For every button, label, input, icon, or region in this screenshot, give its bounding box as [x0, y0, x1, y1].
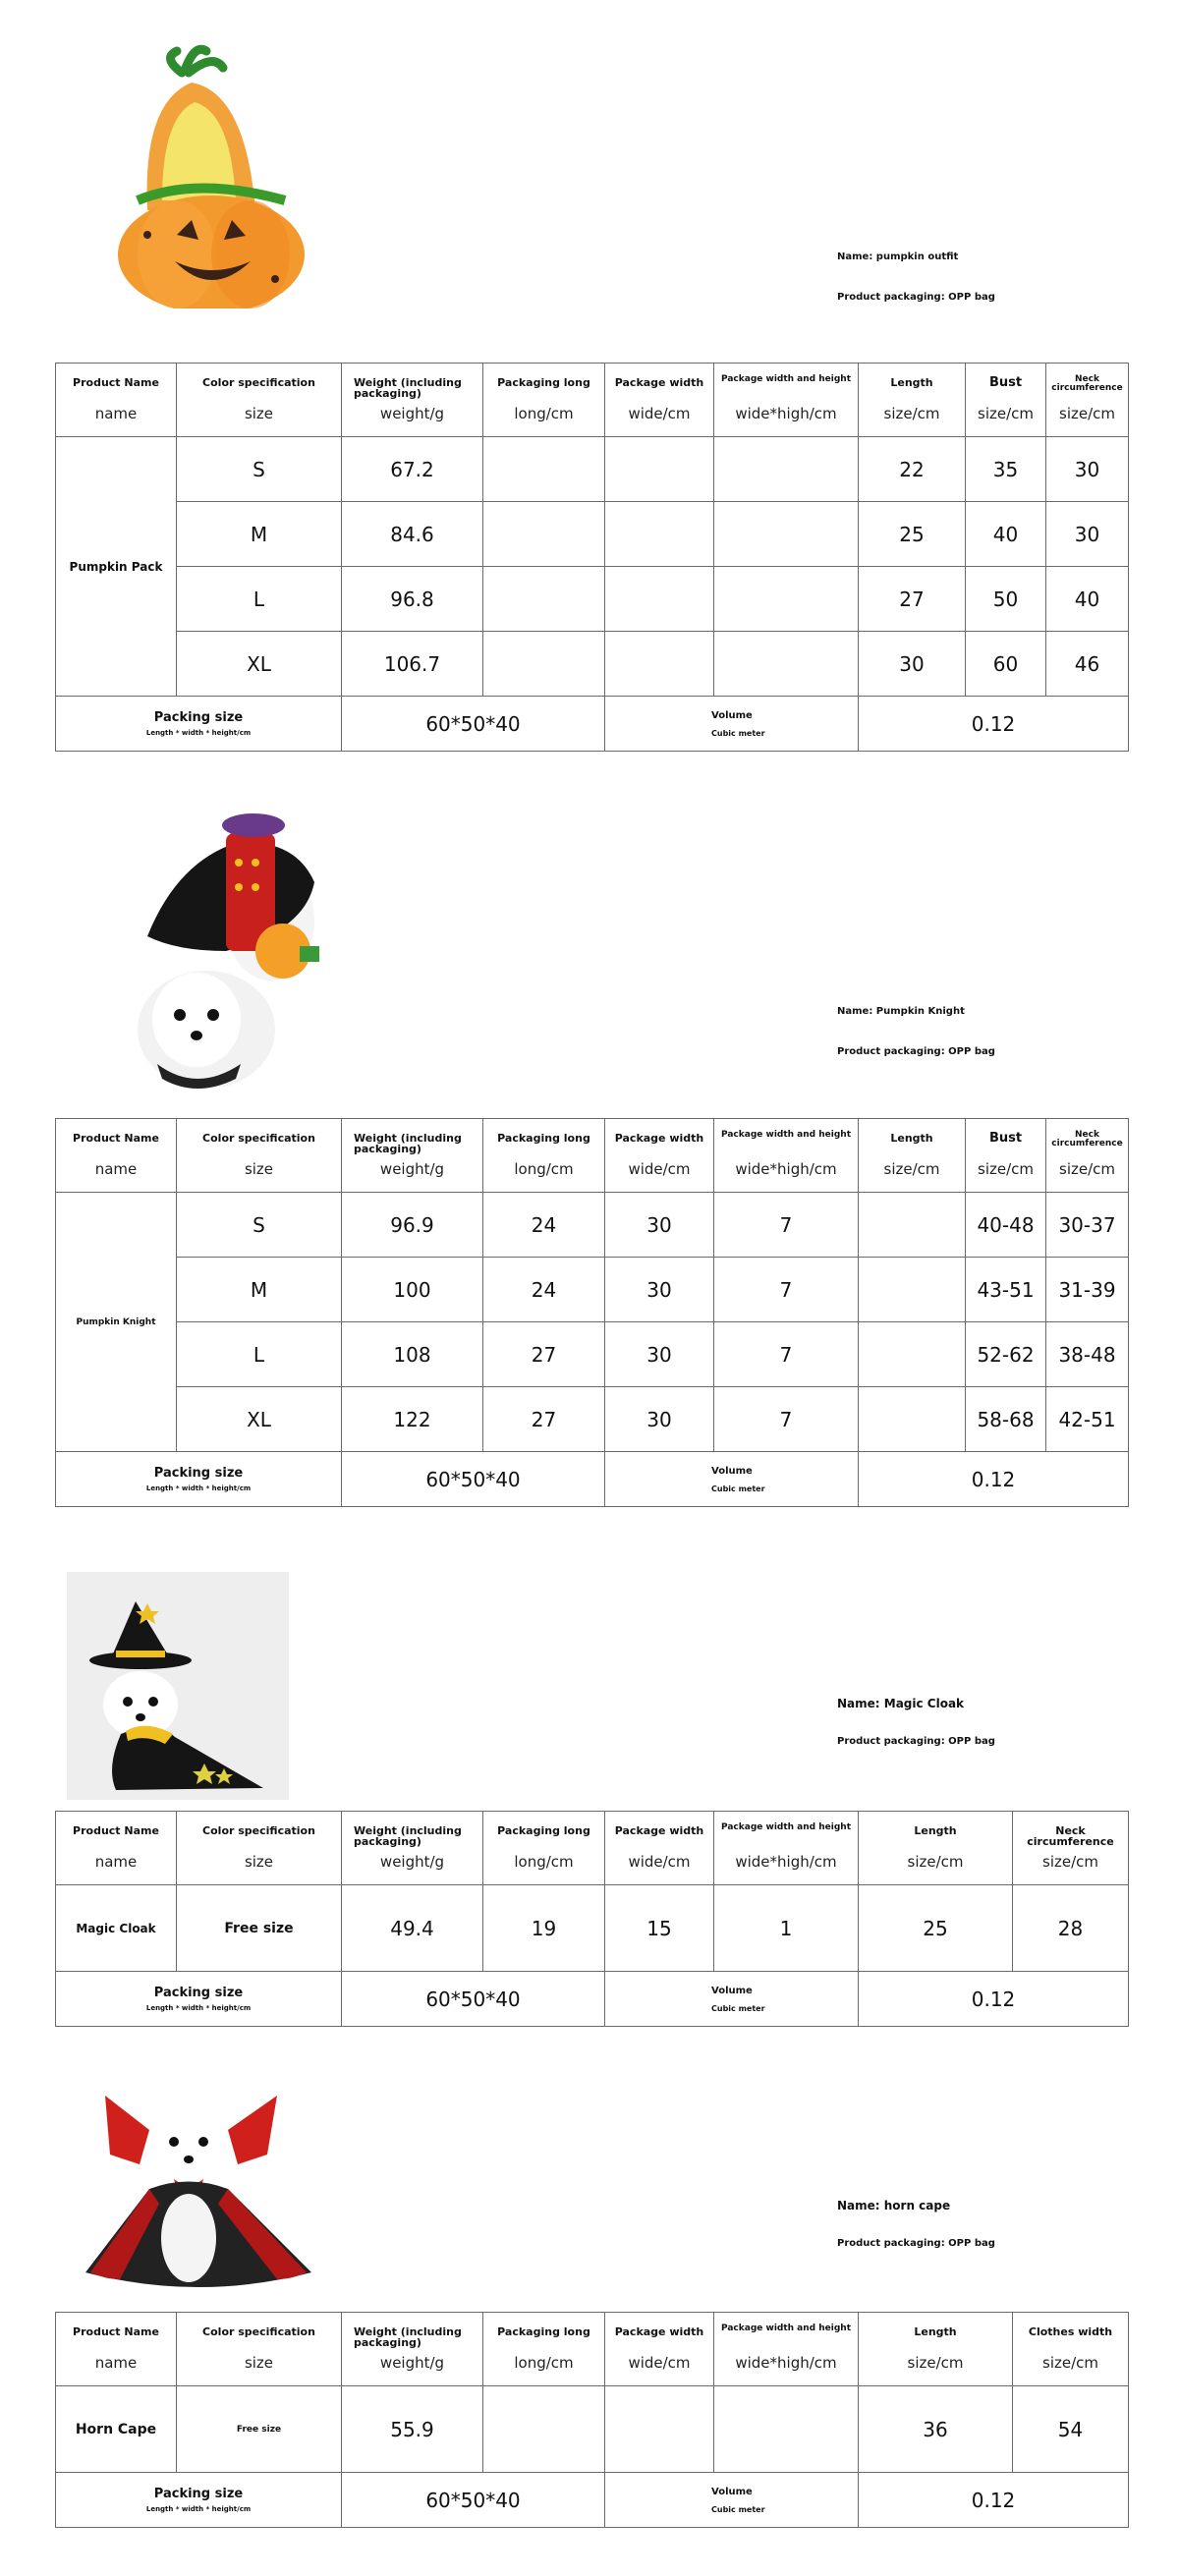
- product-row-name: Pumpkin Pack: [56, 437, 177, 697]
- packing-size-value: 60*50*40: [342, 697, 605, 752]
- table-row: Magic Cloak Free size 49.4 19 15 1 25 28: [56, 1885, 1129, 1972]
- table-row: Horn Cape Free size 55.9 36 54: [56, 2386, 1129, 2473]
- product-info-horn-cape: [837, 2199, 995, 2249]
- product-name-label: Name: pumpkin outfit: [837, 252, 959, 262]
- product-packaging-label: Product packaging: OPP bag: [837, 292, 995, 303]
- volume-value: 0.12: [859, 2473, 1129, 2528]
- product-info-pumpkin-knight: [837, 1006, 995, 1057]
- spec-table-horn-cape: [55, 2312, 1129, 2528]
- packing-row: Packing size Length * width * height/cm 60*50*40 Volume Cubic meter 0.12: [56, 2473, 1129, 2528]
- product-name-label: Name: horn cape: [837, 2199, 951, 2212]
- volume-value: 0.12: [859, 697, 1129, 752]
- spec-table-pumpkin: [55, 363, 1129, 752]
- volume-value: 0.12: [859, 1972, 1129, 2027]
- packing-row: Packing size Length * width * height/cm 60*50*40 Volume Cubic meter 0.12: [56, 697, 1129, 752]
- product-name-label: Name: Pumpkin Knight: [837, 1006, 965, 1017]
- product-name-label: Name: Magic Cloak: [837, 1697, 965, 1710]
- horn-cape-photo: [81, 2071, 322, 2307]
- col-pack-wh: Package width and height: [721, 374, 851, 384]
- pumpkin-outfit-photo: [108, 43, 324, 308]
- product-row-name: Magic Cloak: [56, 1885, 177, 1972]
- packing-size-value: 60*50*40: [342, 2473, 605, 2528]
- col-color-spec: Color specification: [202, 376, 315, 389]
- table-row: L 108 27 30 7 52-62 38-48: [56, 1322, 1129, 1387]
- col-pack-width: Package width: [614, 376, 704, 389]
- col-weight: Weight (including packaging): [354, 376, 462, 400]
- table-row: M 84.6 25 40 30: [56, 502, 1129, 567]
- volume-value: 0.12: [859, 1452, 1129, 1507]
- col-product-name: Product Name: [73, 376, 159, 389]
- header-row: Product Name name Color specification size Weight (including packaging) weight/g Packaging long long/cm Package width wide/cm Package width and height wide*high/cm Length size/cm Neck circumference size/cm: [56, 1812, 1129, 1885]
- product-packaging-label: Product packaging: OPP bag: [837, 2238, 995, 2249]
- product-info-magic-cloak: [837, 1697, 995, 1747]
- packing-row: Packing size Length * width * height/cm 60*50*40 Volume Cubic meter 0.12: [56, 1972, 1129, 2027]
- table-row: XL 122 27 30 7 58-68 42-51: [56, 1387, 1129, 1452]
- table-row: M 100 24 30 7 43-51 31-39: [56, 1258, 1129, 1322]
- product-packaging-label: Product packaging: OPP bag: [837, 1046, 995, 1057]
- packing-row: Packing size Length * width * height/cm 60*50*40 Volume Cubic meter 0.12: [56, 1452, 1129, 1507]
- col-length: Length: [890, 376, 933, 389]
- product-info-pumpkin: [837, 252, 995, 303]
- header-row: Product Name name Color specification size Weight (including packaging) weight/g Packaging long long/cm Package width wide/cm Package width and height wide*high/cm Length size/cm Bust size/cm Neck circumference size/cm: [56, 1119, 1129, 1193]
- header-row: Product Name name Color specification size Weight (including packaging) weight/g Packaging long long/cm Package width wide/cm Package width and height wide*high/cm Length size/cm Clothes width size/cm: [56, 2313, 1129, 2386]
- magic-cloak-photo: [67, 1572, 289, 1800]
- packing-size-value: 60*50*40: [342, 1452, 605, 1507]
- spec-table-pumpkin-knight: [55, 1118, 1129, 1507]
- packing-size-value: 60*50*40: [342, 1972, 605, 2027]
- table-row: Pumpkin Pack S 67.2 22 35 30: [56, 437, 1129, 502]
- table-row: L 96.8 27 50 40: [56, 567, 1129, 632]
- col-bust: Bust: [988, 375, 1023, 390]
- table-row: Pumpkin Knight S 96.9 24 30 7 40-48 30-37: [56, 1193, 1129, 1258]
- product-row-name: Pumpkin Knight: [56, 1193, 177, 1452]
- table-row: XL 106.7 30 60 46: [56, 632, 1129, 697]
- spec-table-magic-cloak: [55, 1811, 1129, 2027]
- pumpkin-knight-photo: [108, 804, 344, 1108]
- product-packaging-label: Product packaging: OPP bag: [837, 1736, 995, 1747]
- col-neck: Neck circumference: [1051, 374, 1123, 393]
- product-row-name: Horn Cape: [56, 2386, 177, 2473]
- header-row: Product Name name Color specification size Weight (including packaging) weight/g Packaging long long/cm Package width wide/cm Package width and height wide*high/cm Length size/cm Bust size/cm Neck circumference size/cm: [56, 364, 1129, 437]
- col-pack-long: Packaging long: [497, 376, 590, 389]
